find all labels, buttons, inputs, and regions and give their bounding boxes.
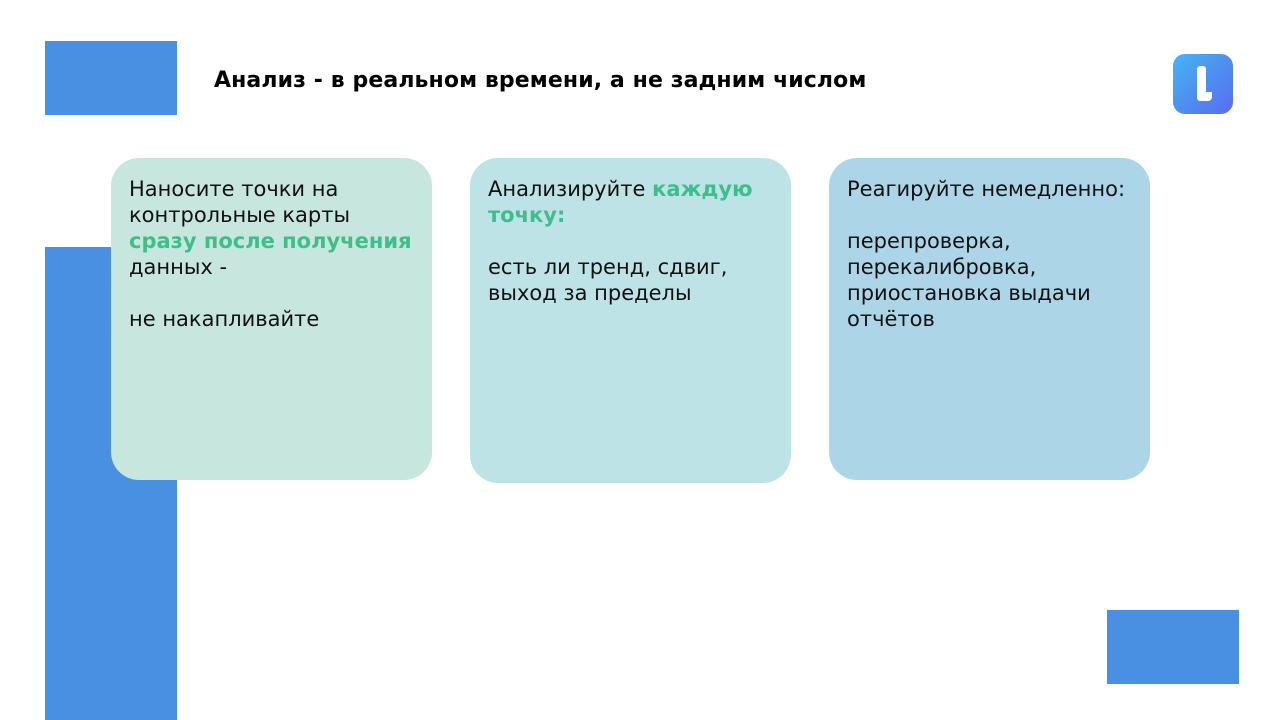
slide-title: Анализ - в реальном времени, а не задним числом [214, 68, 867, 93]
card-lead-text: Анализируйте [488, 177, 653, 201]
card-body-line: выход за пределы [488, 281, 692, 305]
card-heading: Реагируйте немедленно: [847, 177, 1126, 201]
card-plot-points [111, 158, 432, 480]
card-body-line: есть ли тренд, сдвиг, [488, 255, 728, 279]
decor-block-top-left [45, 41, 177, 115]
card-after-text: данных - [129, 255, 228, 279]
card-highlight-text: сразу после получения [129, 229, 412, 253]
card-react-immediately [829, 158, 1150, 480]
decor-block-bottom-right [1107, 610, 1239, 684]
card-body-line: перекалибровка, [847, 255, 1037, 279]
brand-logo-icon [1173, 54, 1233, 114]
card-highlight-text: каждую точку: [488, 177, 753, 227]
card-analyze-points [470, 158, 791, 483]
card-body-line: не накапливайте [129, 307, 320, 331]
card-body-line: приостановка выдачи отчётов [847, 281, 1091, 331]
card-heading [488, 176, 773, 228]
card-lead-text: Наносите точки на контрольные карты [129, 177, 351, 227]
card-body-line: перепроверка, [847, 229, 1011, 253]
card-heading [129, 176, 414, 280]
